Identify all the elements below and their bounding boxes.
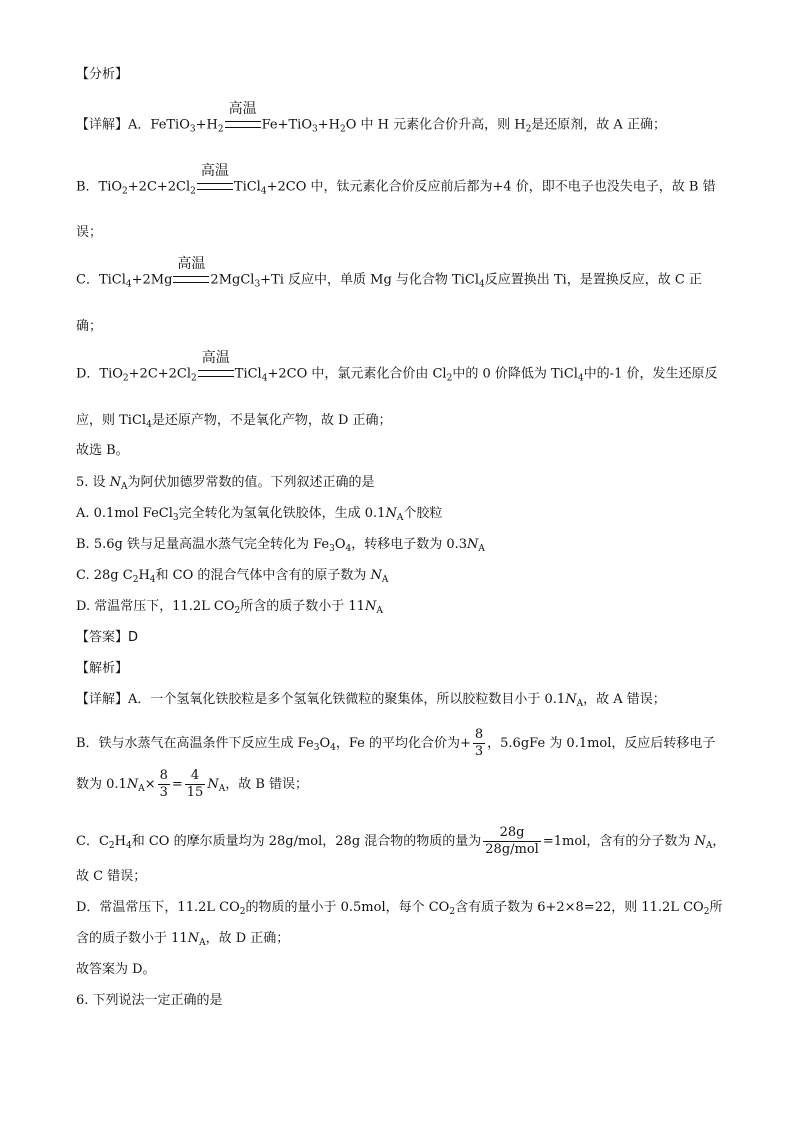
reaction-arrow: 高温 (198, 365, 234, 383)
detail-a-line: 【详解】A．$FeTiO_3+H_2$ 高温 $Fe+TiO_3+H_2O$ 中 H 元素化合价升高，则 $H_2$是还原剂，故 A 正确； (76, 101, 666, 135)
fraction: $\frac{4}{15}$ (186, 768, 204, 800)
reaction-arrow: 高温 (197, 178, 233, 196)
reaction-arrow: 高温 (173, 271, 209, 289)
explain-d-line2: 含的质子数小于 $11N_A$，故 D 正确； (76, 931, 290, 948)
detail-b-line: B．$TiO_2+2C+2Cl_2$ 高温 TiCl$_4$+2CO 中，钛元素化合价反应前后都为+4 价，即不电子也没失电子，故 B 错 (76, 163, 716, 197)
detail-d-line: D．$TiO_2+2C+2Cl_2$ 高温 TiCl$_4$+2CO 中，氯元素化合价由 $Cl_2$中的 0 价降低为 TiCl$_4$中的-1 价，发生还原反 (76, 350, 718, 384)
option-b: B. 5.6g 铁与足量高温水蒸气完全转化为 $Fe_3O_4$，转移电子数为 $0.3N_A$ (76, 537, 485, 554)
option-c: C. 28g $C_2H_4$和 CO 的混合气体中含有的原子数为 $N_A$ (76, 568, 389, 585)
fraction: $\frac{28g}{\text{28g/mol}}$ (485, 825, 539, 857)
explain-d: D．常温常压下，11.2L $CO_2$的物质的量小于 0.5mol，每个 $CO_2$含有质子数为 6+2×8=22，则 11.2L $CO_2$所 (76, 900, 723, 917)
question-6-stem: 6. 下列说法一定正确的是 (76, 993, 223, 1008)
analysis-label: 【解析】 (76, 661, 129, 676)
explain-c: C．$C_2H_4$和 CO 的摩尔质量均为 28g/mol，28g 混合物的物质的量为 $\frac{28g}{\text{28g/mol}}$ =1mol，含有的分子数为 $N_A$， (76, 825, 726, 857)
reaction-arrow: 高温 (225, 116, 261, 134)
final-answer: 故答案为 D。 (76, 962, 156, 977)
explain-b-line2: 数为 $0.1N_A\times$ $\frac{8}{3}$ = $\frac{4}{15}$ $N_A$，故 B 错误； (76, 768, 309, 800)
section-analysis: 【分析】 (76, 67, 129, 82)
answer-label: 【答案】D (76, 630, 139, 645)
option-d: D. 常温常压下，11.2L $CO_2$所含的质子数小于 $11N_A$ (76, 599, 383, 616)
detail-c-line2: 确； (76, 319, 103, 334)
detail-d-line2: 应，则 TiCl$_4$是还原产物，不是氧化产物，故 D 正确； (76, 413, 392, 430)
choice-b-conclusion: 故选 B。 (76, 443, 129, 458)
explain-c-line2: 故 C 错误； (76, 869, 147, 884)
fraction: $\frac{8}{3}$ (474, 727, 484, 759)
question-5-stem: 5. 设 $N_A$为阿伏加德罗常数的值。下列叙述正确的是 (76, 475, 375, 492)
detail-b-line2: 误； (76, 225, 103, 240)
fraction: $\frac{8}{3}$ (159, 768, 168, 800)
explain-a: 【详解】A．一个氢氧化铁胶粒是多个氢氧化铁微粒的聚集体，所以胶粒数目小于 $0.1N_A$，故 A 错误； (76, 692, 666, 709)
explain-b: B．铁与水蒸气在高温条件下反应生成 $Fe_3O_4$，Fe 的平均化合价为+ $\frac{8}{3}$ ，5.6gFe 为 0.1mol，反应后转移电子 (76, 727, 716, 759)
option-a: A. 0.1mol FeCl$_3$完全转化为氢氧化铁胶体，生成 $0.1N_A$个胶粒 (76, 506, 443, 523)
detail-c-line: C．TiCl$_4$+2Mg 高温 2MgCl$_3$+Ti 反应中，单质 Mg 与化合物 TiCl$_4$反应置换出 Ti，是置换反应，故 C 正 (76, 256, 702, 290)
